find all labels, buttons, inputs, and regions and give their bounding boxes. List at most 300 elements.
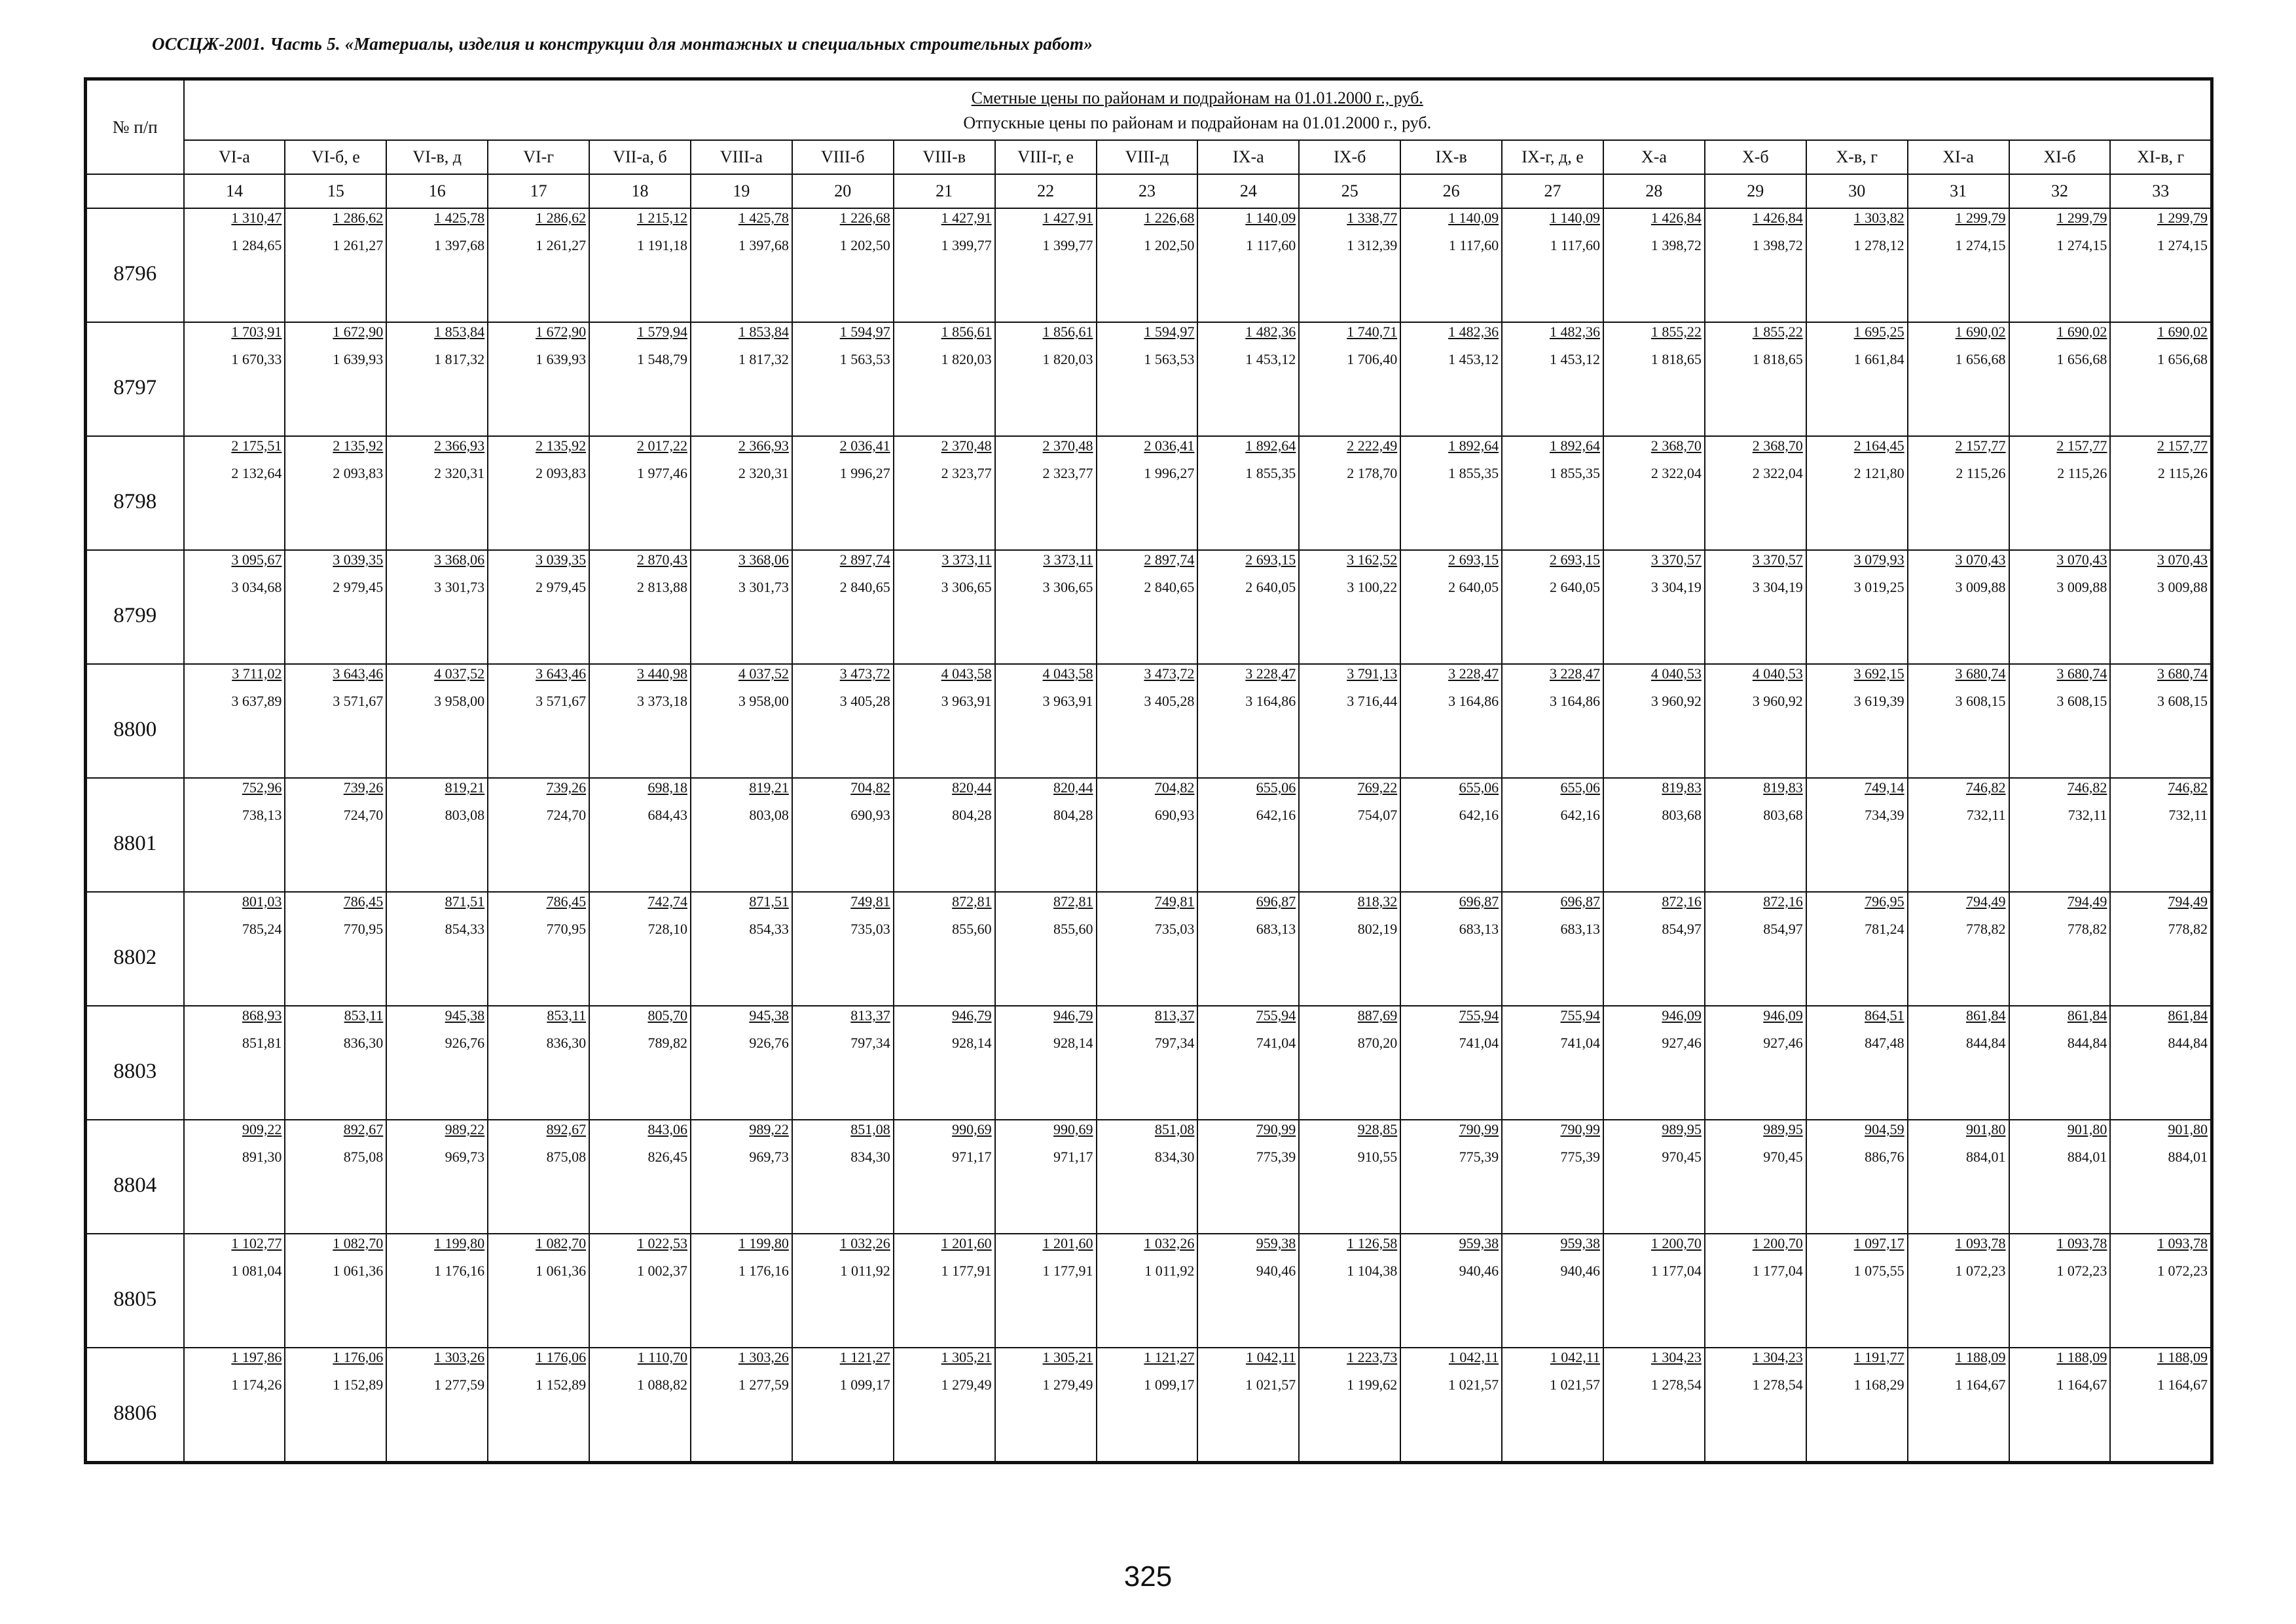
estimate-price: 1 856,61 bbox=[941, 323, 992, 340]
estimate-price: 739,26 bbox=[546, 779, 587, 796]
estimate-price: 805,70 bbox=[647, 1007, 687, 1024]
price-cell bbox=[691, 1006, 792, 1120]
price-cell bbox=[386, 1120, 488, 1234]
price-cell bbox=[792, 1234, 894, 1348]
price-cell bbox=[894, 208, 995, 322]
region-header: VIII-б bbox=[792, 140, 894, 174]
price-cell bbox=[1603, 436, 1705, 550]
release-price: 804,28 bbox=[952, 807, 992, 823]
release-price: 684,43 bbox=[647, 807, 687, 823]
release-price: 785,24 bbox=[242, 921, 282, 937]
estimate-price: 820,44 bbox=[1053, 779, 1093, 796]
release-price: 834,30 bbox=[850, 1149, 890, 1165]
release-price: 3 637,89 bbox=[231, 693, 282, 709]
release-price: 3 619,39 bbox=[1853, 693, 1904, 709]
estimate-price: 1 097,17 bbox=[1853, 1235, 1904, 1251]
price-cell bbox=[1603, 664, 1705, 778]
price-cell bbox=[1806, 1120, 1908, 1234]
price-cell bbox=[285, 550, 386, 664]
estimate-price: 1 892,64 bbox=[1448, 437, 1499, 454]
price-cell bbox=[2110, 208, 2212, 322]
price-cell bbox=[386, 436, 488, 550]
release-price: 854,33 bbox=[749, 921, 789, 937]
release-price: 1 199,62 bbox=[1347, 1376, 1398, 1393]
estimate-price: 790,99 bbox=[1560, 1121, 1600, 1137]
estimate-price: 1 426,84 bbox=[1650, 210, 1702, 226]
estimate-price: 1 200,70 bbox=[1752, 1235, 1803, 1251]
release-price: 732,11 bbox=[2068, 807, 2107, 823]
release-price: 741,04 bbox=[1256, 1035, 1296, 1051]
table-title bbox=[184, 79, 2212, 141]
release-price: 735,03 bbox=[850, 921, 890, 937]
release-price: 1 061,36 bbox=[536, 1263, 587, 1279]
release-price: 741,04 bbox=[1459, 1035, 1499, 1051]
price-cell bbox=[1400, 1348, 1502, 1463]
release-price: 778,82 bbox=[1966, 921, 2006, 937]
estimate-price: 1 304,23 bbox=[1650, 1349, 1702, 1365]
release-price: 2 115,26 bbox=[2157, 465, 2208, 481]
release-price: 781,24 bbox=[1865, 921, 1904, 937]
release-price: 884,01 bbox=[2067, 1149, 2107, 1165]
price-cell bbox=[1603, 550, 1705, 664]
price-cell bbox=[1400, 208, 1502, 322]
estimate-price: 1 176,06 bbox=[333, 1349, 384, 1365]
estimate-price: 801,03 bbox=[242, 893, 282, 910]
row-number: 8796 bbox=[86, 208, 184, 322]
estimate-price: 909,22 bbox=[242, 1121, 282, 1137]
price-cell bbox=[894, 550, 995, 664]
price-cell bbox=[1603, 208, 1705, 322]
estimate-price: 945,38 bbox=[445, 1007, 485, 1024]
estimate-price: 1 226,68 bbox=[1144, 210, 1195, 226]
price-cell bbox=[2110, 1006, 2212, 1120]
estimate-price: 3 643,46 bbox=[333, 665, 384, 682]
price-cell bbox=[1299, 892, 1400, 1006]
release-price: 1 274,15 bbox=[2056, 237, 2107, 253]
column-index: 28 bbox=[1603, 174, 1705, 208]
estimate-price: 4 043,58 bbox=[941, 665, 992, 682]
release-price: 3 164,86 bbox=[1245, 693, 1296, 709]
release-price: 3 960,92 bbox=[1752, 693, 1803, 709]
estimate-price: 1 199,80 bbox=[738, 1235, 789, 1251]
table-row bbox=[86, 1120, 2212, 1234]
release-price: 724,70 bbox=[546, 807, 587, 823]
table-body bbox=[86, 208, 2212, 1463]
price-cell bbox=[2110, 1120, 2212, 1234]
release-price: 1 174,26 bbox=[231, 1376, 282, 1393]
price-cell bbox=[1705, 1006, 1806, 1120]
release-price: 836,30 bbox=[546, 1035, 587, 1051]
price-cell bbox=[995, 322, 1097, 436]
region-header: VIII-в bbox=[894, 140, 995, 174]
estimate-price: 2 368,70 bbox=[1752, 437, 1803, 454]
estimate-price: 4 040,53 bbox=[1752, 665, 1803, 682]
estimate-price: 946,79 bbox=[1053, 1007, 1093, 1024]
region-header-row bbox=[86, 140, 2212, 174]
release-price: 2 115,26 bbox=[1956, 465, 2006, 481]
release-price: 802,19 bbox=[1357, 921, 1398, 937]
price-cell bbox=[488, 778, 589, 892]
estimate-price: 1 200,70 bbox=[1650, 1235, 1702, 1251]
release-price: 1 996,27 bbox=[839, 465, 890, 481]
release-price: 2 320,31 bbox=[738, 465, 789, 481]
price-cell bbox=[488, 1120, 589, 1234]
price-cell bbox=[1603, 322, 1705, 436]
estimate-price: 1 672,90 bbox=[333, 323, 384, 340]
estimate-price: 746,82 bbox=[2168, 779, 2208, 796]
price-cell bbox=[589, 1006, 691, 1120]
release-price: 1 817,32 bbox=[434, 351, 485, 367]
region-header: VI-в, д bbox=[386, 140, 488, 174]
release-price: 683,13 bbox=[1256, 921, 1296, 937]
estimate-price: 3 039,35 bbox=[333, 551, 384, 568]
price-cell bbox=[2009, 892, 2111, 1006]
release-price: 1 278,54 bbox=[1650, 1376, 1702, 1393]
release-price: 778,82 bbox=[2168, 921, 2208, 937]
estimate-price: 819,83 bbox=[1662, 779, 1702, 796]
price-cell bbox=[1299, 778, 1400, 892]
release-price: 3 608,15 bbox=[1955, 693, 2006, 709]
release-price: 3 301,73 bbox=[738, 579, 789, 595]
price-cell bbox=[589, 664, 691, 778]
row-number: 8806 bbox=[86, 1348, 184, 1463]
page-number: 325 bbox=[1123, 1560, 1173, 1593]
price-cell bbox=[691, 436, 792, 550]
release-price: 3 963,91 bbox=[941, 693, 992, 709]
price-cell bbox=[589, 436, 691, 550]
price-cell bbox=[1502, 1006, 1603, 1120]
estimate-price: 1 690,02 bbox=[2056, 323, 2107, 340]
region-header: IX-г, д, е bbox=[1502, 140, 1603, 174]
release-price: 855,60 bbox=[1053, 921, 1093, 937]
estimate-price: 749,81 bbox=[850, 893, 890, 910]
price-cell bbox=[2009, 436, 2111, 550]
release-price: 2 322,04 bbox=[1650, 465, 1702, 481]
price-cell bbox=[1097, 1348, 1198, 1463]
release-price: 969,73 bbox=[749, 1149, 789, 1165]
release-price: 683,13 bbox=[1560, 921, 1600, 937]
price-cell bbox=[589, 892, 691, 1006]
estimate-price: 892,67 bbox=[343, 1121, 384, 1137]
row-number: 8799 bbox=[86, 550, 184, 664]
estimate-price: 901,80 bbox=[1966, 1121, 2006, 1137]
price-cell bbox=[995, 1006, 1097, 1120]
release-price: 1 284,65 bbox=[231, 237, 282, 253]
release-price: 1 398,72 bbox=[1752, 237, 1803, 253]
price-cell bbox=[1908, 664, 2009, 778]
release-price: 803,68 bbox=[1763, 807, 1803, 823]
estimate-price: 1 032,26 bbox=[1144, 1235, 1195, 1251]
release-price: 1 278,54 bbox=[1752, 1376, 1803, 1393]
region-header: VIII-а bbox=[691, 140, 792, 174]
release-price: 1 075,55 bbox=[1853, 1263, 1904, 1279]
estimate-price: 698,18 bbox=[647, 779, 687, 796]
release-price: 2 640,05 bbox=[1448, 579, 1499, 595]
estimate-price: 1 299,79 bbox=[1955, 210, 2006, 226]
release-price: 1 152,89 bbox=[536, 1376, 587, 1393]
region-header: IX-б bbox=[1299, 140, 1400, 174]
price-cell bbox=[995, 778, 1097, 892]
estimate-price: 4 037,52 bbox=[434, 665, 485, 682]
price-cell bbox=[2009, 208, 2111, 322]
release-price: 844,84 bbox=[2067, 1035, 2107, 1051]
release-price: 970,45 bbox=[1763, 1149, 1803, 1165]
release-price: 1 202,50 bbox=[1144, 237, 1195, 253]
estimate-price: 4 040,53 bbox=[1650, 665, 1702, 682]
estimate-price: 861,84 bbox=[2168, 1007, 2208, 1024]
price-cell bbox=[1908, 436, 2009, 550]
estimate-price: 790,99 bbox=[1459, 1121, 1499, 1137]
price-cell bbox=[1908, 1348, 2009, 1463]
price-cell bbox=[1908, 208, 2009, 322]
estimate-price: 2 157,77 bbox=[2157, 437, 2208, 454]
price-cell bbox=[285, 664, 386, 778]
release-price: 970,45 bbox=[1662, 1149, 1702, 1165]
release-price: 3 100,22 bbox=[1347, 579, 1398, 595]
price-cell bbox=[1908, 892, 2009, 1006]
release-price: 1 996,27 bbox=[1144, 465, 1195, 481]
release-price: 770,95 bbox=[546, 921, 587, 937]
release-price: 797,34 bbox=[1154, 1035, 1195, 1051]
price-cell bbox=[488, 1234, 589, 1348]
release-price: 732,11 bbox=[2168, 807, 2208, 823]
estimate-price: 1 188,09 bbox=[1955, 1349, 2006, 1365]
estimate-price: 1 140,09 bbox=[1549, 210, 1600, 226]
price-cell bbox=[1400, 436, 1502, 550]
estimate-price: 696,87 bbox=[1256, 893, 1296, 910]
estimate-price: 3 228,47 bbox=[1245, 665, 1296, 682]
price-cell bbox=[1197, 1348, 1299, 1463]
price-cell bbox=[1806, 322, 1908, 436]
estimate-price: 1 427,91 bbox=[1042, 210, 1093, 226]
release-price: 1 398,72 bbox=[1650, 237, 1702, 253]
release-price: 3 571,67 bbox=[333, 693, 384, 709]
estimate-price: 3 370,57 bbox=[1650, 551, 1702, 568]
estimate-price: 1 299,79 bbox=[2157, 210, 2208, 226]
column-index: 32 bbox=[2009, 174, 2111, 208]
price-cell bbox=[2110, 550, 2212, 664]
estimate-price: 746,82 bbox=[2067, 779, 2107, 796]
release-price: 1 656,68 bbox=[1955, 351, 2006, 367]
release-price: 891,30 bbox=[242, 1149, 282, 1165]
price-cell bbox=[1097, 664, 1198, 778]
estimate-price: 3 711,02 bbox=[232, 665, 282, 682]
price-cell bbox=[184, 1348, 285, 1463]
price-cell bbox=[1908, 1234, 2009, 1348]
price-cell bbox=[894, 322, 995, 436]
release-price: 1 661,84 bbox=[1853, 351, 1904, 367]
price-cell bbox=[1299, 208, 1400, 322]
release-price: 854,33 bbox=[445, 921, 485, 937]
estimate-price: 813,37 bbox=[850, 1007, 890, 1024]
estimate-price: 2 175,51 bbox=[231, 437, 282, 454]
release-price: 1 855,35 bbox=[1549, 465, 1600, 481]
price-cell bbox=[792, 892, 894, 1006]
price-cell bbox=[995, 664, 1097, 778]
region-header: XI-а bbox=[1908, 140, 2009, 174]
release-price: 1 021,57 bbox=[1245, 1376, 1296, 1393]
release-price: 2 093,83 bbox=[333, 465, 384, 481]
release-price: 1 072,23 bbox=[1955, 1263, 2006, 1279]
estimate-price: 3 228,47 bbox=[1448, 665, 1499, 682]
estimate-price: 887,69 bbox=[1357, 1007, 1398, 1024]
release-price: 3 009,88 bbox=[2056, 579, 2107, 595]
release-price: 3 958,00 bbox=[434, 693, 485, 709]
price-cell bbox=[1908, 1006, 2009, 1120]
estimate-price: 1 853,84 bbox=[738, 323, 789, 340]
release-price: 2 640,05 bbox=[1245, 579, 1296, 595]
release-price: 3 963,91 bbox=[1042, 693, 1093, 709]
region-header: VI-а bbox=[184, 140, 285, 174]
estimate-price: 2 135,92 bbox=[536, 437, 587, 454]
estimate-price: 989,95 bbox=[1662, 1121, 1702, 1137]
price-cell bbox=[1502, 892, 1603, 1006]
release-price: 1 399,77 bbox=[941, 237, 992, 253]
estimate-price: 704,82 bbox=[850, 779, 890, 796]
release-price: 724,70 bbox=[343, 807, 384, 823]
price-cell bbox=[488, 550, 589, 664]
estimate-price: 3 162,52 bbox=[1347, 551, 1398, 568]
price-cell bbox=[1197, 1006, 1299, 1120]
release-price: 2 178,70 bbox=[1347, 465, 1398, 481]
estimate-price: 1 310,47 bbox=[231, 210, 282, 226]
price-cell bbox=[488, 664, 589, 778]
price-cell bbox=[589, 1234, 691, 1348]
price-cell bbox=[1705, 208, 1806, 322]
release-price: 836,30 bbox=[343, 1035, 384, 1051]
price-cell bbox=[1603, 1006, 1705, 1120]
price-cell bbox=[691, 322, 792, 436]
release-price: 3 009,88 bbox=[2157, 579, 2208, 595]
price-cell bbox=[691, 550, 792, 664]
release-price: 775,39 bbox=[1256, 1149, 1296, 1165]
release-price: 1 176,16 bbox=[738, 1263, 789, 1279]
price-cell bbox=[1197, 664, 1299, 778]
column-index: 26 bbox=[1400, 174, 1502, 208]
estimate-price: 1 579,94 bbox=[636, 323, 687, 340]
release-price: 971,17 bbox=[952, 1149, 992, 1165]
price-cell bbox=[488, 1348, 589, 1463]
price-cell bbox=[894, 436, 995, 550]
release-price: 1 820,03 bbox=[941, 351, 992, 367]
release-price: 884,01 bbox=[2168, 1149, 2208, 1165]
price-cell bbox=[1299, 1120, 1400, 1234]
table-row bbox=[86, 436, 2212, 550]
price-cell bbox=[691, 1348, 792, 1463]
price-cell bbox=[1299, 1006, 1400, 1120]
price-cell bbox=[285, 208, 386, 322]
estimate-price: 655,06 bbox=[1459, 779, 1499, 796]
estimate-price: 1 110,70 bbox=[637, 1349, 687, 1365]
release-price: 847,48 bbox=[1865, 1035, 1904, 1051]
price-cell bbox=[589, 208, 691, 322]
release-price: 855,60 bbox=[952, 921, 992, 937]
estimate-price: 853,11 bbox=[344, 1007, 384, 1024]
region-header: VI-б, е bbox=[285, 140, 386, 174]
region-header: X-б bbox=[1705, 140, 1806, 174]
release-price: 927,46 bbox=[1763, 1035, 1803, 1051]
price-cell bbox=[2009, 550, 2111, 664]
region-header: X-в, г bbox=[1806, 140, 1908, 174]
release-price: 1 021,57 bbox=[1448, 1376, 1499, 1393]
estimate-price: 1 338,77 bbox=[1347, 210, 1398, 226]
estimate-price: 1 690,02 bbox=[2157, 323, 2208, 340]
release-price: 1 099,17 bbox=[1144, 1376, 1195, 1393]
release-price: 797,34 bbox=[850, 1035, 890, 1051]
release-price: 3 405,28 bbox=[839, 693, 890, 709]
estimate-price: 1 121,27 bbox=[1144, 1349, 1195, 1365]
release-price: 734,39 bbox=[1865, 807, 1904, 823]
release-price: 3 034,68 bbox=[231, 579, 282, 595]
estimate-price: 2 897,74 bbox=[1144, 551, 1195, 568]
price-cell bbox=[792, 1120, 894, 1234]
estimate-price: 2 370,48 bbox=[941, 437, 992, 454]
release-price: 1 081,04 bbox=[231, 1263, 282, 1279]
estimate-price: 3 440,98 bbox=[636, 665, 687, 682]
release-price: 683,13 bbox=[1459, 921, 1499, 937]
price-cell bbox=[2110, 664, 2212, 778]
release-price: 1 397,68 bbox=[738, 237, 789, 253]
release-price: 3 716,44 bbox=[1347, 693, 1398, 709]
price-cell bbox=[184, 892, 285, 1006]
estimate-price: 1 303,26 bbox=[738, 1349, 789, 1365]
price-cell bbox=[1705, 664, 1806, 778]
price-cell bbox=[995, 1234, 1097, 1348]
estimate-price: 786,45 bbox=[546, 893, 587, 910]
price-cell bbox=[1603, 1348, 1705, 1463]
column-index: 14 bbox=[184, 174, 285, 208]
release-price: 2 320,31 bbox=[434, 465, 485, 481]
release-price: 1 277,59 bbox=[434, 1376, 485, 1393]
estimate-price: 1 303,82 bbox=[1853, 210, 1904, 226]
release-price: 1 312,39 bbox=[1347, 237, 1398, 253]
region-header: VIII-д bbox=[1097, 140, 1198, 174]
release-price: 3 958,00 bbox=[738, 693, 789, 709]
price-cell bbox=[1197, 550, 1299, 664]
estimate-price: 868,93 bbox=[242, 1007, 282, 1024]
price-cell bbox=[184, 208, 285, 322]
price-cell bbox=[1400, 1234, 1502, 1348]
estimate-price: 1 201,60 bbox=[941, 1235, 992, 1251]
estimate-price: 3 228,47 bbox=[1549, 665, 1600, 682]
price-cell bbox=[1603, 1234, 1705, 1348]
price-cell bbox=[1908, 550, 2009, 664]
price-cell bbox=[386, 1348, 488, 1463]
estimate-price: 3 079,93 bbox=[1853, 551, 1904, 568]
estimate-price: 2 036,41 bbox=[839, 437, 890, 454]
estimate-price: 2 036,41 bbox=[1144, 437, 1195, 454]
price-cell bbox=[1603, 892, 1705, 1006]
estimate-price: 1 856,61 bbox=[1042, 323, 1093, 340]
price-cell bbox=[386, 550, 488, 664]
estimate-price: 1 425,78 bbox=[434, 210, 485, 226]
release-price: 1 011,92 bbox=[840, 1263, 890, 1279]
price-cell bbox=[1400, 778, 1502, 892]
price-cell bbox=[995, 550, 1097, 664]
release-price: 1 072,23 bbox=[2056, 1263, 2107, 1279]
release-price: 1 177,04 bbox=[1752, 1263, 1803, 1279]
estimate-price: 1 853,84 bbox=[434, 323, 485, 340]
price-cell bbox=[691, 664, 792, 778]
release-price: 940,46 bbox=[1560, 1263, 1600, 1279]
price-cell bbox=[285, 1234, 386, 1348]
release-price: 1 177,91 bbox=[1042, 1263, 1093, 1279]
estimate-price: 1 740,71 bbox=[1347, 323, 1398, 340]
release-price: 851,81 bbox=[242, 1035, 282, 1051]
estimate-price: 872,81 bbox=[952, 893, 992, 910]
release-price: 1 261,27 bbox=[333, 237, 384, 253]
release-price: 940,46 bbox=[1256, 1263, 1296, 1279]
